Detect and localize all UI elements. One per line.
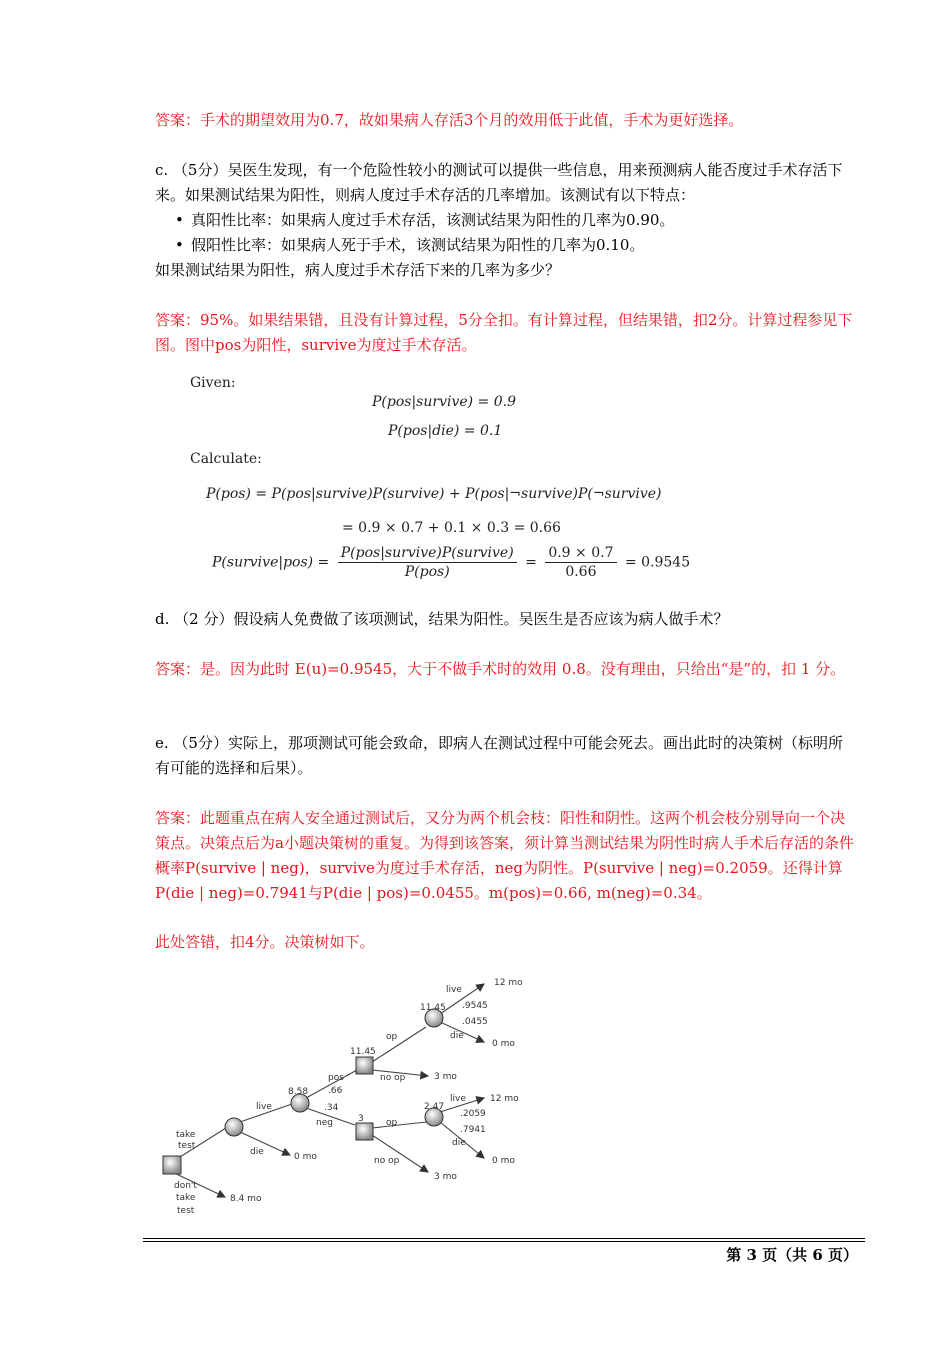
outcome-12mo-pos: 12 mo xyxy=(494,978,523,988)
calc-eq-2: = 0.9 × 0.7 + 0.1 × 0.3 = 0.66 xyxy=(342,520,561,536)
pos-decision-node xyxy=(356,1057,373,1074)
test-chance-node xyxy=(225,1118,243,1136)
given-eq-2 xyxy=(388,423,502,439)
label-pos: pos xyxy=(328,1073,344,1083)
given-eq-1-text: P(pos|survive) = 0.9 xyxy=(372,394,517,410)
question-c-bullet-2 xyxy=(155,233,855,258)
label-die-neg: die xyxy=(452,1138,466,1148)
label-neg: neg xyxy=(316,1118,333,1128)
answer-e-text: 答案：此题重点在病人安全通过测试后，又分为两个机会枝：阳性和阴性。这两个机会枝分别导向一个决策点。决策点后为a小题决策树的重复。为得到该答案，须计算当测试结果为阴性时病人手术后存活的条件概率P(survive | neg)，survive为度过手术存活，neg为阴性。P(survive | neg)=0.2059。还得计算P(die | neg)=0.7941与P(die | pos)=0.0455。m(pos)=0.66, m(neg)=0.34。 xyxy=(155,809,854,902)
fraction-1-den: P(pos) xyxy=(404,564,450,580)
label-test: test xyxy=(178,1141,196,1151)
prob-0455: .0455 xyxy=(462,1017,488,1027)
question-c xyxy=(155,158,855,283)
label-dont: don't xyxy=(174,1181,197,1191)
given-label: Given: xyxy=(190,375,236,391)
answer-d xyxy=(155,657,855,682)
bullet-dot: • xyxy=(175,236,184,254)
footer-rule-2 xyxy=(143,1241,865,1242)
answer-b xyxy=(155,108,855,133)
given-eq-2-text: P(pos|die) = 0.1 xyxy=(388,423,503,439)
calc-eq-3-result: = 0.9545 xyxy=(624,554,691,571)
value-3: 3 xyxy=(358,1114,364,1124)
question-d xyxy=(155,607,855,632)
footer-rule xyxy=(143,1238,865,1239)
label-live-pos: live xyxy=(446,985,462,995)
calc-eq-1 xyxy=(206,486,662,502)
deduction-note xyxy=(155,930,855,955)
label-noop-pos: no op xyxy=(380,1073,406,1083)
answer-e xyxy=(155,806,855,906)
fraction-1-num: P(pos|survive)P(survive) xyxy=(338,544,517,563)
answer-d-text: 答案：是。因为此时 E(u)=0.9545，大于不做手术时的效用 0.8。没有理由，只给出“是”的，扣 1 分。 xyxy=(155,660,846,678)
bullet-dot: • xyxy=(175,211,184,229)
outcome-0mo-die: 0 mo xyxy=(294,1152,317,1162)
equals-sign: = xyxy=(525,554,537,571)
root-decision-node xyxy=(163,1156,181,1174)
outcome-3mo-neg: 3 mo xyxy=(434,1172,457,1182)
value-8-58: 8.58 xyxy=(288,1087,309,1097)
label-op-neg: op xyxy=(386,1118,398,1128)
outcome-0mo-pos: 0 mo xyxy=(492,1039,515,1049)
page-number: 第 3 页（共 6 页） xyxy=(726,1246,858,1264)
bullet-2-text: 假阳性比率：如果病人死于手术，该测试结果为阳性的几率为0.10。 xyxy=(191,236,645,254)
fraction-1 xyxy=(338,544,517,581)
outcome-3mo-pos: 3 mo xyxy=(434,1072,457,1082)
bullet-1-text: 真阳性比率：如果病人度过手术存活，该测试结果为阳性的几率为0.90。 xyxy=(191,211,675,229)
calc-eq-1-text: P(pos) = P(pos|survive)P(survive) + P(pos|¬survive)P(¬survive) xyxy=(206,486,662,502)
prob-34: .34 xyxy=(324,1103,339,1113)
calc-eq-3-lhs: P(survive|pos) = xyxy=(212,554,330,571)
value-2-47: 2.47 xyxy=(424,1102,445,1112)
label-noop-neg: no op xyxy=(374,1156,400,1166)
decision-tree-diagram xyxy=(150,970,550,1225)
prob-9545: .9545 xyxy=(462,1001,488,1011)
edge-die xyxy=(240,1132,290,1155)
fraction-2-den: 0.66 xyxy=(565,564,597,580)
prob-7941: .7941 xyxy=(460,1125,486,1135)
question-c-question: 如果测试结果为阳性，病人度过手术存活下来的几率为多少？ xyxy=(155,261,561,279)
label-live-neg: live xyxy=(450,1094,466,1104)
label-op-pos: op xyxy=(386,1032,398,1042)
value-11-45: 11.45 xyxy=(350,1047,376,1057)
label-take: take xyxy=(176,1130,196,1140)
question-d-text: d. （2 分）假设病人免费做了该项测试，结果为阳性。吴医生是否应该为病人做手术？ xyxy=(155,610,729,628)
edge-op-pos xyxy=(372,1027,426,1062)
edge-op-neg xyxy=(372,1122,426,1128)
outcome-8-4mo: 8.4 mo xyxy=(230,1194,262,1204)
fraction-2 xyxy=(545,544,616,581)
edge-noop-neg xyxy=(372,1135,428,1172)
label-die: die xyxy=(250,1147,264,1157)
question-c-intro: c. （5分）吴医生发现，有一个危险性较小的测试可以提供一些信息，用来预测病人能否度过手术存活下来。如果测试结果为阳性，则病人度过手术存活的几率增加。该测试有以下特点： xyxy=(155,161,843,204)
outcome-12mo-neg: 12 mo xyxy=(490,1094,519,1104)
question-e-text: e. （5分）实际上，那项测试可能会致命，即病人在测试过程中可能会死去。画出此时的决策树（标明所有可能的选择和后果）。 xyxy=(155,734,843,777)
given-eq-1 xyxy=(372,394,516,410)
label-live: live xyxy=(256,1102,272,1112)
value-11-45-top: 11.45 xyxy=(420,1003,446,1013)
label-take-2: take xyxy=(176,1193,196,1203)
outcome-0mo-neg: 0 mo xyxy=(492,1156,515,1166)
question-c-bullet-1 xyxy=(155,208,855,233)
calc-label: Calculate: xyxy=(190,451,262,467)
prob-2059: .2059 xyxy=(460,1109,486,1119)
calc-eq-3 xyxy=(212,544,690,581)
label-test-2: test xyxy=(177,1206,195,1216)
deduction-text: 此处答错，扣4分。决策树如下。 xyxy=(155,933,375,951)
fraction-2-num: 0.9 × 0.7 xyxy=(545,544,616,563)
answer-c xyxy=(155,308,855,358)
answer-c-text: 答案：95%。如果结果错，且没有计算过程，5分全扣。有计算过程，但结果错，扣2分。计算过程参见下图。图中pos为阳性，survive为度过手术存活。 xyxy=(155,311,853,354)
prob-66: .66 xyxy=(328,1086,343,1096)
label-die-pos: die xyxy=(450,1031,464,1041)
question-e xyxy=(155,731,855,781)
answer-b-text: 答案：手术的期望效用为0.7，故如果病人存活3个月的效用低于此值，手术为更好选择。 xyxy=(155,111,744,129)
neg-decision-node xyxy=(356,1123,373,1140)
